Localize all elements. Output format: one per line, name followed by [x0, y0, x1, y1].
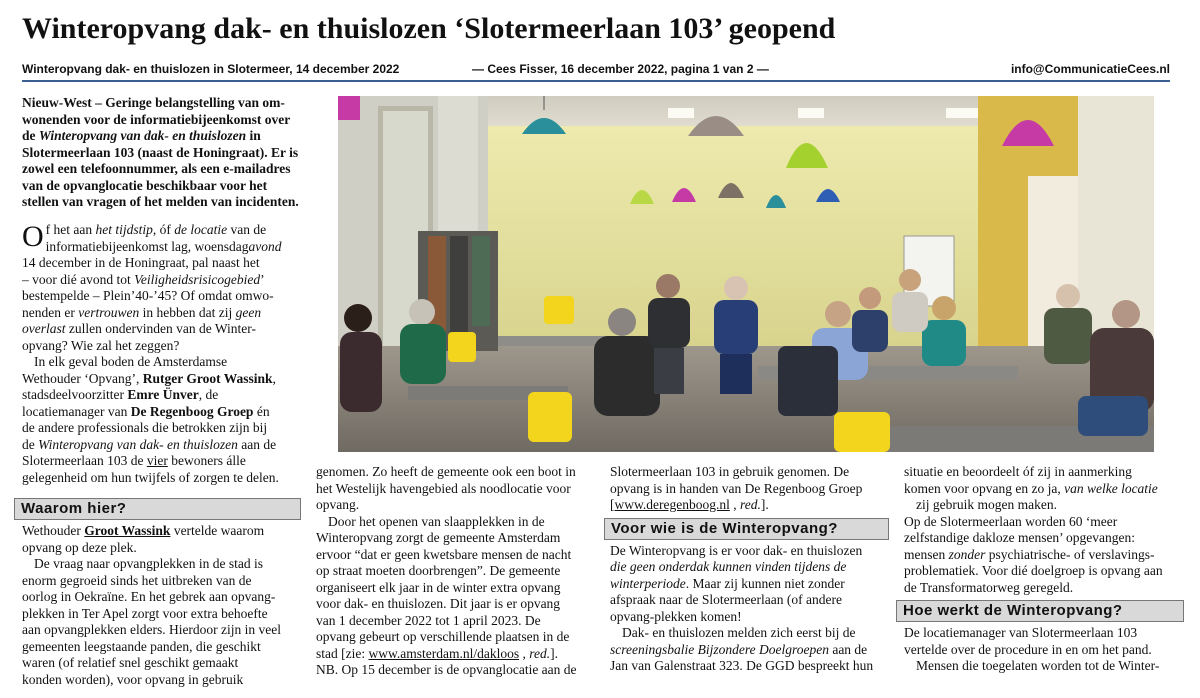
chair-yellow [834, 412, 890, 452]
header-rule [22, 80, 1170, 82]
lead-paragraph: Nieuw-West – Geringe belangstelling van om- wonenden voor de informatiebijeenkomst over de Winteropvang van dak- en thuislozen in Slotermeerlaan 103 (naast de Honingraat). Er is zowel een telefoonnummer, als een e-mailadres van de opvanglocatie beschikbaar voor het stellen van vragen of het melden van incidenten. [22, 95, 299, 209]
heading-voor-wie: Voor wie is de Winteropvang? [604, 518, 889, 540]
column-1: Waarom hier? Wethouder Groot Wassink vertelde waarom opvang op deze plek. De vraag naar opvangplekken in de stad is enorm gegroeid sinds het uitbreken van de oorlog in Oekraïne. En het gebrek aan opvang- plekken in Ter Apel zorgt voor extra behoefte aan opvangplekken elders. Hierdoor zijn in veel gemeenten leegstaande panden, die geschikt waren (of relatief snel geschikt gemaakt konden worden), voor opvang in gebruik [14, 494, 301, 688]
ceiling-light [946, 108, 982, 118]
heading-hoe-werkt: Hoe werkt de Winteropvang? [896, 600, 1184, 622]
chair-yellow [528, 392, 572, 442]
column-4: situatie en beoordeelt óf zij in aanmerking komen voor opvang en zo ja, van welke locatie zij gebruik mogen maken. Op de Slotermeerlaan worden 60 ‘meer zelfstandige dakloze mensen’ opgevangen: mensen zonder psychiatrische- of verslavings- problematiek. Voor dié doelgroep is opvang aan de Transformatorweg geregeld. Hoe werkt de Winteropvang? De locatiemanager van Slotermeerlaan 103 vertelde over de procedure in en om het pand. Mensen die toegelaten worden tot de Winter- [896, 464, 1184, 675]
meeting-photo-illustration [338, 96, 1154, 452]
chair-yellow [544, 296, 574, 324]
meeting-photo [338, 96, 1154, 452]
meta-author-page: — Cees Fisser, 16 december 2022, pagina 1 van 2 — [472, 62, 769, 76]
heading-waarom-hier: Waarom hier? [14, 498, 301, 520]
lamp-pink [338, 96, 360, 120]
ceiling-light [668, 108, 694, 118]
link-deregenboog[interactable]: www.deregenboog.nl [614, 497, 730, 512]
chair-yellow [448, 332, 476, 362]
article-meta [22, 62, 1170, 80]
meta-dateline: Winteropvang dak- en thuislozen in Slotermeer, 14 december 2022 [22, 62, 400, 76]
column-3: Slotermeerlaan 103 in gebruik genomen. De opvang is in handen van De Regenboog Groep [www.deregenboog.nl , red.]. Voor wie is de Winteropvang? De Winteropvang is er voor dak- en thuislozen die geen onderdak kunnen vinden tijdens de winterperiode. Maar zij kunnen niet zonder afspraak naar de Slotermeerlaan (of andere opvang-plekken komen! Dak- en thuislozen melden zich eerst bij de screeningsbalie Bijzondere Doelgroepen aan de Jan van Galenstraat 323. De GGD bespreekt hun [604, 464, 889, 675]
article-title: Winteropvang dak- en thuislozen ‘Slotermeerlaan 103’ geopend [22, 12, 836, 45]
column-2: genomen. Zo heeft de gemeente ook een boot in het Westelijk havengebied als noodlocatie voor opvang. Door het openen van slaapplekken in de Winteropvang zorgt de gemeente Amsterdam ervoor “dat er geen kwetsbare mensen de nacht op straat moeten doorbrengen”. De gemeente organiseert elk jaar in de winter extra opvang voor dak- en thuislozen. Dit jaar is er opvang van 1 december 2022 tot 1 april 2023. De opvang gebeurt op verschillende plaatsen in de stad [zie: www.amsterdam.nl/dakloos , red.]. NB. Op 15 december is de opvanglocatie aan de [316, 464, 577, 677]
intro-body: Of het aan het tijdstip, óf de locatie van de informatiebijeenkomst lag, woensdagavond 14 december in de Honingraat, pal naast het – voor dié avond tot Veiligheidsrisicogebied’ bestempelde – Plein’40-’45? Of omdat omwo- nenden er vertrouwen in hebben dat zij geen overlast zullen ondervinden van de Winter- opvang? Wie zal het zeggen? In elk geval boden de Amsterdamse Wethouder ‘Opvang’, Rutger Groot Wassink, stadsdeelvoorzitter Emre Ünver, de locatiemanager van De Regenboog Groep én de andere professionals die betrokken zijn bij de Winteropvang van dak- en thuislozen aan de Slotermeerlaan 103 de vier bewoners álle gelegenheid om hun twijfels of zorgen te delen. [22, 220, 282, 485]
drop-cap: O [22, 220, 44, 253]
link-amsterdam-dakloos[interactable]: www.amsterdam.nl/dakloos [368, 645, 520, 661]
meta-email[interactable]: info@CommunicatieCees.nl [1010, 62, 1170, 76]
ceiling-light [798, 108, 824, 118]
